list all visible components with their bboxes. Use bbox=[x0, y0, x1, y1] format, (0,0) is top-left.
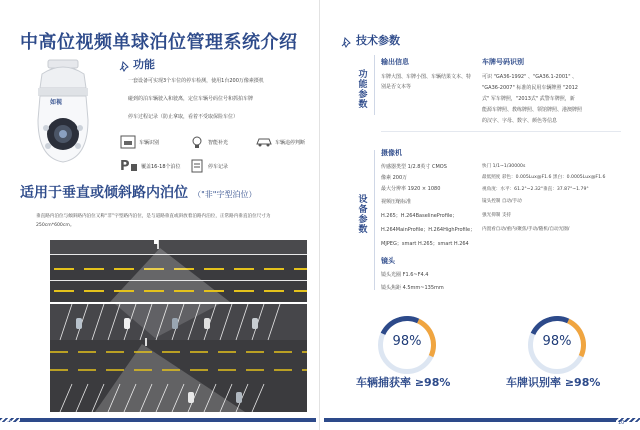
camera-spec: 快门 1/1~1/30000s bbox=[482, 164, 526, 169]
subtitle-main: 适用于垂直或倾斜路内泊位 bbox=[20, 185, 188, 201]
camera-spec: H.264MainProfile；H.264HighProfile； bbox=[381, 227, 476, 233]
plate-line: 式" 军车牌照，"2013式" 武警车牌照，新 bbox=[482, 96, 575, 102]
feature-label: 停车记录 bbox=[208, 164, 229, 170]
camera-pole-top bbox=[154, 240, 158, 244]
footer-bar-right bbox=[324, 418, 616, 422]
plate-rate-value-box bbox=[528, 316, 586, 374]
features-icon bbox=[118, 57, 130, 76]
camera-spec: MJPEG；smart H.265；smart H.264 bbox=[381, 241, 469, 247]
plate-rate-label: 车牌识别率 ≥98% bbox=[506, 376, 601, 389]
device-params-label: 设备参数 bbox=[358, 195, 368, 235]
plate-line: 可识 "GA36-1992" 、"GA36.1-2001" 、 bbox=[482, 74, 578, 80]
plate-line: 的汉字、字母、数字、颜色等信息 bbox=[482, 118, 558, 124]
road-diagram-bottom bbox=[50, 304, 307, 412]
road-diagram-top bbox=[50, 240, 307, 302]
bulb-icon bbox=[190, 134, 204, 153]
dome-camera-image bbox=[28, 58, 98, 168]
tech-icon bbox=[340, 33, 352, 52]
tech-heading: 技术参数 bbox=[356, 34, 400, 47]
capture-rate-value-box bbox=[378, 316, 436, 374]
camera-spec: H.265；H.264BaselineProfile； bbox=[381, 213, 458, 219]
car-judge-icon bbox=[255, 134, 273, 153]
svg-text:P: P bbox=[120, 159, 130, 172]
lens-spec: 镜头光圈 F1.6~F4.4 bbox=[381, 272, 429, 278]
plate-title: 车牌号码识别 bbox=[482, 58, 524, 66]
capture-rate-value: 98% bbox=[392, 334, 422, 349]
page-title: 中高位视频单球泊位管理系统介绍 bbox=[20, 32, 298, 53]
page-number-left: 9 bbox=[8, 420, 12, 426]
section-rule bbox=[381, 131, 621, 132]
camera-spec: 最低照度 彩色：0.005Lux@F1.6 黑白：0.0005Lux@F1.6 bbox=[482, 175, 606, 180]
plate-rate-value: 98% bbox=[542, 334, 572, 349]
camera-spec: 传感器类型 1/2.8英寸 CMOS bbox=[381, 164, 447, 170]
feature-bullet: 停车过程记录（防止拿取，看着不受取保险车位） bbox=[128, 114, 239, 120]
camera-title: 摄像机 bbox=[381, 149, 402, 157]
description-text: 垂直路内泊位与倾斜路内泊位又称“非”字型路内泊位，是与道路垂直或斜放着泊路内泊位，正常路内垂直泊位尺寸为 bbox=[36, 214, 271, 219]
description-text: 250cm*600cm。 bbox=[36, 223, 75, 228]
car-id-icon bbox=[120, 134, 136, 153]
feature-bullet: 一套设备可实现3个车位的停车检测，使用1台200万像素摄机 bbox=[128, 78, 264, 84]
group-divider bbox=[374, 55, 375, 115]
features-heading: 功能 bbox=[133, 58, 155, 71]
capture-rate-label: 车辆捕获率 ≥98% bbox=[356, 376, 451, 389]
parking-icon bbox=[120, 157, 138, 176]
plate-line: 能源车牌照、教练牌照、领馆牌照、港澳牌照 bbox=[482, 107, 583, 113]
lens-spec: 镜头焦距 4.5mm~135mm bbox=[381, 285, 444, 291]
feature-label: 车辆违停判断 bbox=[275, 140, 306, 146]
camera-spec: 最大分辨率 1920 × 1080 bbox=[381, 186, 441, 192]
group-divider bbox=[374, 150, 375, 290]
camera-spec: 视角度：水平：61.2°~2.32°垂直：37.87°~1.79° bbox=[482, 187, 589, 192]
feature-label: 覆盖16-18个泊位 bbox=[141, 164, 181, 170]
camera-spec: 镜头控制 自动/手动 bbox=[482, 199, 522, 204]
footer-bar-left bbox=[20, 418, 316, 422]
brand-logo: 如视 bbox=[50, 99, 63, 106]
lens-title: 镜头 bbox=[381, 257, 395, 265]
page-number-right: 10 bbox=[618, 420, 625, 426]
subtitle-note: （"非"字型泊位） bbox=[193, 190, 257, 199]
record-icon bbox=[190, 158, 204, 177]
plate-line: "GA36-2007" 标准的民用车辆牌照 "2012 bbox=[482, 85, 578, 91]
spine bbox=[319, 0, 320, 430]
feature-bullet: 碰到的泊车辆驶入和驶离，定位车辆号码位号和抓拍车牌 bbox=[128, 96, 254, 102]
camera-spec: 强光抑制 支持 bbox=[482, 213, 512, 218]
feature-label: 智能补光 bbox=[208, 140, 229, 146]
camera-spec: 内置看自动/重内/聚焦/手动/随机/自动光圈/ bbox=[482, 227, 570, 232]
output-line: 车牌大图、车牌小图、车辆结果文本、特 bbox=[381, 74, 472, 80]
output-line: 别是否文本等 bbox=[381, 84, 412, 90]
camera-spec: 像素 200万 bbox=[381, 175, 408, 181]
camera-spec: 视频压缩标准 bbox=[381, 199, 412, 205]
feature-label: 车辆识别 bbox=[139, 140, 160, 146]
output-title: 输出信息 bbox=[381, 58, 409, 66]
section-subtitle bbox=[20, 182, 256, 202]
function-params-label: 功能参数 bbox=[358, 70, 368, 110]
